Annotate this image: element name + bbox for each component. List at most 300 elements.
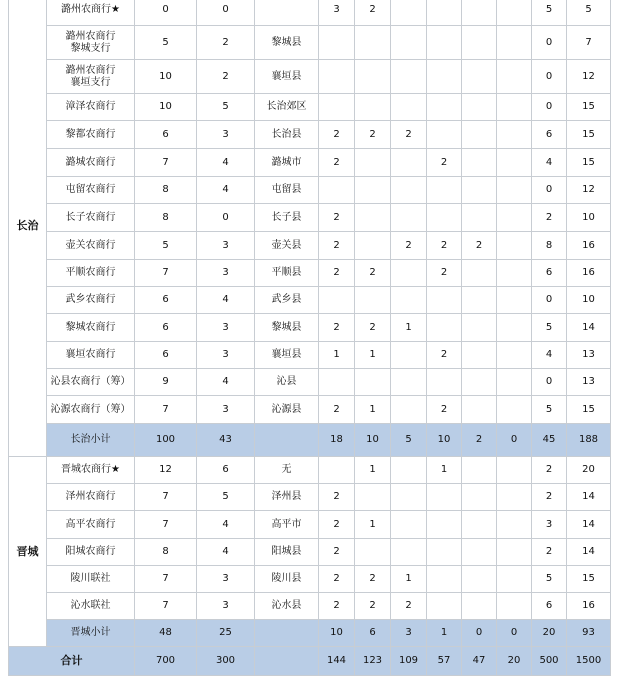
value-cell: 7: [135, 484, 197, 511]
value-cell: 10: [427, 424, 462, 457]
table-row: [9, 484, 611, 511]
value-cell: [462, 457, 497, 484]
table-body: [9, 0, 611, 676]
value-cell: [462, 260, 497, 287]
value-cell: 2: [427, 149, 462, 177]
value-cell: [391, 539, 427, 566]
value-cell: 1: [427, 457, 462, 484]
value-cell: [497, 260, 532, 287]
value-cell: [497, 539, 532, 566]
value-cell: [462, 177, 497, 204]
value-cell: 7: [567, 26, 611, 60]
value-cell: 0: [532, 60, 567, 94]
bank-name-cell: 黎都农商行: [47, 121, 135, 149]
value-cell: 0: [197, 204, 255, 232]
value-cell: [462, 342, 497, 369]
bank-name-cell: 潞城农商行: [47, 149, 135, 177]
value-cell: 7: [135, 511, 197, 539]
value-cell: [355, 287, 391, 314]
value-cell: [427, 593, 462, 620]
value-cell: 7: [135, 566, 197, 593]
total-row: [9, 647, 611, 676]
value-cell: [427, 369, 462, 396]
value-cell: 2: [391, 232, 427, 260]
value-cell: [391, 342, 427, 369]
value-cell: 2: [391, 121, 427, 149]
county-cell: [255, 0, 319, 26]
value-cell: [391, 457, 427, 484]
value-cell: [319, 94, 355, 121]
value-cell: 2: [319, 121, 355, 149]
value-cell: 0: [497, 620, 532, 647]
value-cell: [391, 94, 427, 121]
bank-name-cell: 高平农商行: [47, 511, 135, 539]
value-cell: [497, 177, 532, 204]
value-cell: 0: [532, 94, 567, 121]
table-row: [9, 566, 611, 593]
table-row: [9, 396, 611, 424]
value-cell: [462, 593, 497, 620]
value-cell: [355, 60, 391, 94]
value-cell: 2: [319, 149, 355, 177]
county-cell: 陵川县: [255, 566, 319, 593]
value-cell: [497, 204, 532, 232]
value-cell: 6: [135, 314, 197, 342]
value-cell: 4: [532, 342, 567, 369]
value-cell: [355, 149, 391, 177]
value-cell: 2: [427, 260, 462, 287]
value-cell: 8: [135, 177, 197, 204]
value-cell: [391, 484, 427, 511]
value-cell: 5: [197, 484, 255, 511]
county-cell: 泽州县: [255, 484, 319, 511]
value-cell: 4: [197, 539, 255, 566]
value-cell: 10: [567, 204, 611, 232]
value-cell: 6: [135, 121, 197, 149]
table-row: [9, 121, 611, 149]
value-cell: [355, 177, 391, 204]
value-cell: [497, 94, 532, 121]
subtotal-label: 晋城小计: [47, 620, 135, 647]
value-cell: 5: [135, 232, 197, 260]
value-cell: 109: [391, 647, 427, 676]
county-cell: 襄垣县: [255, 342, 319, 369]
value-cell: 25: [197, 620, 255, 647]
bank-name-cell: 襄垣农商行: [47, 342, 135, 369]
value-cell: 2: [427, 232, 462, 260]
value-cell: 8: [532, 232, 567, 260]
county-cell: 无: [255, 457, 319, 484]
value-cell: 2: [197, 26, 255, 60]
value-cell: 10: [135, 60, 197, 94]
value-cell: [497, 342, 532, 369]
value-cell: 2: [355, 593, 391, 620]
value-cell: 1: [319, 342, 355, 369]
value-cell: [391, 26, 427, 60]
value-cell: 16: [567, 593, 611, 620]
table-row: [9, 94, 611, 121]
value-cell: [355, 539, 391, 566]
table-row: [9, 232, 611, 260]
value-cell: [427, 314, 462, 342]
value-cell: 10: [355, 424, 391, 457]
value-cell: 300: [197, 647, 255, 676]
value-cell: 6: [532, 121, 567, 149]
table-row: [9, 26, 611, 60]
bank-name-cell: 晋城农商行★: [47, 457, 135, 484]
value-cell: [427, 566, 462, 593]
bank-name-cell: 漳泽农商行: [47, 94, 135, 121]
value-cell: 20: [567, 457, 611, 484]
value-cell: 15: [567, 94, 611, 121]
value-cell: 0: [497, 424, 532, 457]
bank-name-cell: 泽州农商行: [47, 484, 135, 511]
table-row: [9, 539, 611, 566]
value-cell: 4: [197, 177, 255, 204]
value-cell: 4: [532, 149, 567, 177]
value-cell: 3: [391, 620, 427, 647]
value-cell: [462, 0, 497, 26]
county-cell: 襄垣县: [255, 60, 319, 94]
bank-name-cell: 长子农商行: [47, 204, 135, 232]
county-cell: 沁县: [255, 369, 319, 396]
county-cell: [255, 620, 319, 647]
county-cell: 长治郊区: [255, 94, 319, 121]
value-cell: 3: [197, 232, 255, 260]
value-cell: [497, 0, 532, 26]
value-cell: 5: [532, 566, 567, 593]
county-cell: 潞城市: [255, 149, 319, 177]
value-cell: 3: [319, 0, 355, 26]
value-cell: [427, 204, 462, 232]
value-cell: [462, 369, 497, 396]
value-cell: [427, 511, 462, 539]
city-name-cell: 长治: [9, 0, 47, 457]
table-row: [9, 457, 611, 484]
value-cell: 4: [197, 149, 255, 177]
value-cell: 6: [135, 342, 197, 369]
value-cell: 5: [197, 94, 255, 121]
value-cell: [427, 94, 462, 121]
bank-name-cell: 武乡农商行: [47, 287, 135, 314]
table-row: [9, 0, 611, 26]
value-cell: 6: [135, 287, 197, 314]
value-cell: 6: [355, 620, 391, 647]
value-cell: 12: [135, 457, 197, 484]
value-cell: 6: [532, 593, 567, 620]
value-cell: [497, 484, 532, 511]
value-cell: [355, 94, 391, 121]
value-cell: 3: [532, 511, 567, 539]
value-cell: [462, 121, 497, 149]
value-cell: 15: [567, 566, 611, 593]
value-cell: 1: [391, 566, 427, 593]
county-cell: 黎城县: [255, 26, 319, 60]
value-cell: [319, 369, 355, 396]
value-cell: 2: [319, 566, 355, 593]
value-cell: 188: [567, 424, 611, 457]
county-cell: 屯留县: [255, 177, 319, 204]
county-cell: [255, 647, 319, 676]
value-cell: 5: [532, 0, 567, 26]
value-cell: [497, 314, 532, 342]
value-cell: 5: [391, 424, 427, 457]
value-cell: [497, 593, 532, 620]
value-cell: [427, 287, 462, 314]
value-cell: 2: [355, 121, 391, 149]
value-cell: 1: [355, 342, 391, 369]
value-cell: 5: [567, 0, 611, 26]
table-row: [9, 593, 611, 620]
value-cell: 18: [319, 424, 355, 457]
value-cell: [319, 177, 355, 204]
value-cell: 1: [391, 314, 427, 342]
value-cell: [427, 177, 462, 204]
table-row: [9, 511, 611, 539]
value-cell: 12: [567, 60, 611, 94]
value-cell: 2: [532, 457, 567, 484]
bank-name-cell: 潞州农商行 襄垣支行: [47, 60, 135, 94]
value-cell: [462, 94, 497, 121]
value-cell: 93: [567, 620, 611, 647]
value-cell: [462, 566, 497, 593]
table-row: [9, 314, 611, 342]
bank-name-cell: 壶关农商行: [47, 232, 135, 260]
value-cell: [497, 511, 532, 539]
value-cell: 13: [567, 369, 611, 396]
value-cell: 15: [567, 396, 611, 424]
value-cell: [391, 396, 427, 424]
value-cell: [462, 511, 497, 539]
value-cell: 0: [197, 0, 255, 26]
value-cell: [497, 232, 532, 260]
value-cell: 47: [462, 647, 497, 676]
value-cell: 10: [319, 620, 355, 647]
value-cell: 3: [197, 314, 255, 342]
value-cell: 5: [532, 396, 567, 424]
value-cell: [391, 177, 427, 204]
value-cell: 45: [532, 424, 567, 457]
table-row: [9, 60, 611, 94]
value-cell: [497, 287, 532, 314]
value-cell: 2: [355, 566, 391, 593]
value-cell: 4: [197, 369, 255, 396]
subtotal-row: [9, 424, 611, 457]
value-cell: 2: [319, 260, 355, 287]
county-cell: 壶关县: [255, 232, 319, 260]
value-cell: 2: [319, 539, 355, 566]
value-cell: [355, 232, 391, 260]
value-cell: 6: [197, 457, 255, 484]
value-cell: [462, 314, 497, 342]
value-cell: 7: [135, 149, 197, 177]
value-cell: 0: [462, 620, 497, 647]
value-cell: 100: [135, 424, 197, 457]
value-cell: 15: [567, 149, 611, 177]
city-name-cell: 晋城: [9, 457, 47, 647]
value-cell: 1: [427, 620, 462, 647]
value-cell: 1: [355, 396, 391, 424]
bank-name-cell: 沁县农商行（筹）: [47, 369, 135, 396]
value-cell: [462, 149, 497, 177]
table-row: [9, 204, 611, 232]
value-cell: 2: [532, 484, 567, 511]
bank-name-cell: 潞州农商行 黎城支行: [47, 26, 135, 60]
table-row: [9, 287, 611, 314]
county-cell: 阳城县: [255, 539, 319, 566]
value-cell: 7: [135, 396, 197, 424]
bank-name-cell: 阳城农商行: [47, 539, 135, 566]
table-row: [9, 342, 611, 369]
value-cell: 5: [532, 314, 567, 342]
value-cell: 7: [135, 260, 197, 287]
value-cell: 2: [355, 0, 391, 26]
value-cell: [355, 26, 391, 60]
value-cell: 2: [319, 232, 355, 260]
value-cell: 16: [567, 232, 611, 260]
value-cell: 2: [427, 396, 462, 424]
value-cell: 2: [197, 60, 255, 94]
value-cell: 2: [532, 539, 567, 566]
value-cell: [497, 396, 532, 424]
value-cell: 15: [567, 121, 611, 149]
bank-name-cell: 沁水联社: [47, 593, 135, 620]
county-cell: 平顺县: [255, 260, 319, 287]
value-cell: [391, 149, 427, 177]
value-cell: 2: [319, 204, 355, 232]
bank-name-cell: 屯留农商行: [47, 177, 135, 204]
value-cell: 14: [567, 511, 611, 539]
value-cell: 2: [391, 593, 427, 620]
county-cell: 长治县: [255, 121, 319, 149]
value-cell: [391, 369, 427, 396]
bank-name-cell: 潞州农商行★: [47, 0, 135, 26]
value-cell: 1500: [567, 647, 611, 676]
value-cell: [319, 60, 355, 94]
value-cell: 0: [532, 369, 567, 396]
value-cell: 2: [462, 232, 497, 260]
value-cell: 3: [197, 342, 255, 369]
value-cell: 500: [532, 647, 567, 676]
value-cell: [497, 457, 532, 484]
value-cell: 700: [135, 647, 197, 676]
bank-name-cell: 沁源农商行（筹）: [47, 396, 135, 424]
value-cell: [391, 287, 427, 314]
value-cell: 12: [567, 177, 611, 204]
table-row: [9, 149, 611, 177]
value-cell: [391, 511, 427, 539]
value-cell: [427, 121, 462, 149]
value-cell: 2: [462, 424, 497, 457]
value-cell: 2: [427, 342, 462, 369]
county-cell: [255, 424, 319, 457]
value-cell: 3: [197, 260, 255, 287]
value-cell: 20: [532, 620, 567, 647]
value-cell: [427, 484, 462, 511]
table-row: [9, 260, 611, 287]
county-cell: 高平市: [255, 511, 319, 539]
value-cell: [462, 484, 497, 511]
value-cell: [497, 26, 532, 60]
value-cell: 14: [567, 539, 611, 566]
value-cell: [497, 121, 532, 149]
value-cell: [391, 204, 427, 232]
county-cell: 沁水县: [255, 593, 319, 620]
subtotal-label: 长治小计: [47, 424, 135, 457]
value-cell: [319, 26, 355, 60]
value-cell: [497, 149, 532, 177]
value-cell: [462, 26, 497, 60]
value-cell: 2: [319, 511, 355, 539]
value-cell: [319, 457, 355, 484]
value-cell: 2: [355, 314, 391, 342]
value-cell: 2: [319, 314, 355, 342]
value-cell: [427, 60, 462, 94]
value-cell: [497, 566, 532, 593]
value-cell: 3: [197, 566, 255, 593]
value-cell: 13: [567, 342, 611, 369]
value-cell: 0: [532, 177, 567, 204]
value-cell: 10: [567, 287, 611, 314]
allocation-table: [8, 0, 611, 676]
value-cell: [319, 287, 355, 314]
value-cell: [497, 369, 532, 396]
value-cell: [391, 260, 427, 287]
value-cell: 3: [197, 396, 255, 424]
subtotal-row: [9, 620, 611, 647]
county-cell: 长子县: [255, 204, 319, 232]
value-cell: [462, 287, 497, 314]
value-cell: [427, 0, 462, 26]
value-cell: 10: [135, 94, 197, 121]
value-cell: 4: [197, 511, 255, 539]
value-cell: 0: [135, 0, 197, 26]
total-label: 合计: [9, 647, 135, 676]
value-cell: [427, 539, 462, 566]
value-cell: 16: [567, 260, 611, 287]
value-cell: 57: [427, 647, 462, 676]
value-cell: 14: [567, 484, 611, 511]
value-cell: 8: [135, 539, 197, 566]
value-cell: [355, 369, 391, 396]
value-cell: 3: [197, 121, 255, 149]
value-cell: 1: [355, 511, 391, 539]
value-cell: 2: [319, 484, 355, 511]
value-cell: 7: [135, 593, 197, 620]
value-cell: 4: [197, 287, 255, 314]
table-row: [9, 369, 611, 396]
county-cell: 武乡县: [255, 287, 319, 314]
value-cell: 2: [355, 260, 391, 287]
value-cell: 123: [355, 647, 391, 676]
value-cell: 48: [135, 620, 197, 647]
value-cell: 1: [355, 457, 391, 484]
value-cell: [391, 60, 427, 94]
value-cell: 8: [135, 204, 197, 232]
value-cell: [427, 26, 462, 60]
value-cell: [462, 204, 497, 232]
value-cell: [462, 396, 497, 424]
value-cell: 9: [135, 369, 197, 396]
value-cell: 5: [135, 26, 197, 60]
value-cell: [391, 0, 427, 26]
value-cell: 144: [319, 647, 355, 676]
bank-name-cell: 平顺农商行: [47, 260, 135, 287]
county-cell: 沁源县: [255, 396, 319, 424]
value-cell: 6: [532, 260, 567, 287]
value-cell: [497, 60, 532, 94]
value-cell: [462, 539, 497, 566]
